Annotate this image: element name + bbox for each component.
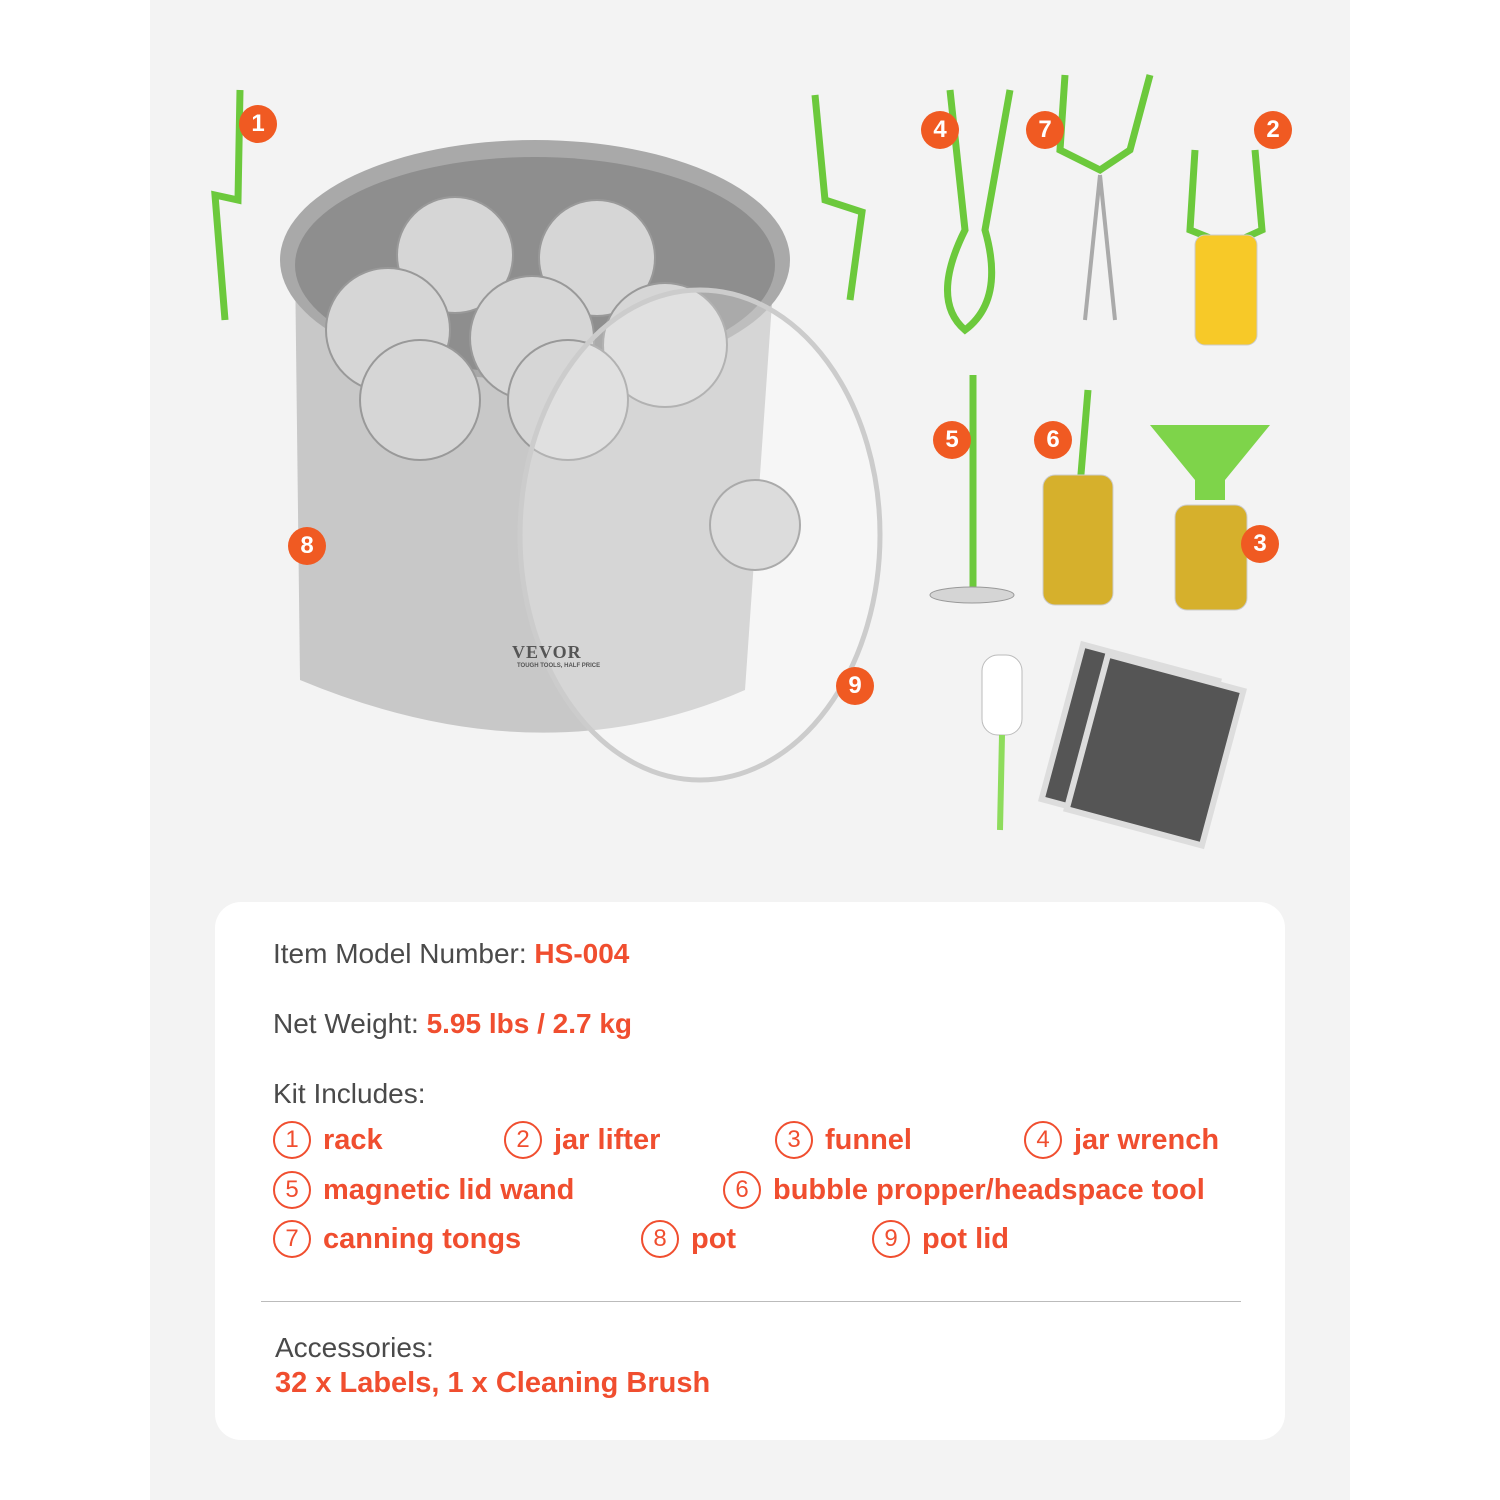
jar-lifter-image [1190, 150, 1262, 240]
badge-jar-lifter: 2 [1254, 111, 1292, 149]
badge-pot-lid: 9 [836, 667, 874, 705]
kit-item [273, 1121, 383, 1159]
item-number: 5 [273, 1171, 311, 1209]
accessories-label: Accessories: [275, 1332, 434, 1363]
weight-value: 5.95 lbs / 2.7 kg [426, 1008, 633, 1039]
cleaning-brush-image [982, 655, 1022, 830]
pot-lid-image [520, 290, 880, 780]
badge-lid-wand: 5 [933, 421, 971, 459]
kit-item [641, 1220, 736, 1258]
item-number: 6 [723, 1171, 761, 1209]
badge-bubble-tool: 6 [1034, 421, 1072, 459]
model-number [273, 938, 629, 970]
funnel-image [1150, 425, 1270, 500]
labels-image [1042, 645, 1244, 846]
item-name: pot lid [922, 1222, 1009, 1255]
badge-tongs: 7 [1026, 111, 1064, 149]
brand-logo: VEVOR [512, 642, 582, 662]
item-number: 9 [872, 1220, 910, 1258]
badge-jar-wrench: 4 [921, 111, 959, 149]
net-weight [273, 1008, 632, 1040]
kit-item [723, 1171, 1205, 1209]
kit-item [872, 1220, 1009, 1258]
item-number: 4 [1024, 1121, 1062, 1159]
brand-mark [512, 643, 600, 669]
item-name: pot [691, 1222, 737, 1255]
model-value: HS-004 [534, 938, 630, 969]
item-name: magnetic lid wand [323, 1173, 575, 1206]
item-number: 7 [273, 1220, 311, 1258]
item-name: canning tongs [323, 1222, 522, 1255]
item-name: funnel [825, 1123, 912, 1156]
canning-tongs-image [1060, 75, 1150, 170]
badge-rack: 1 [239, 105, 277, 143]
item-number: 8 [641, 1220, 679, 1258]
kit-item [775, 1121, 912, 1159]
kit-item [1024, 1121, 1219, 1159]
badge-pot: 8 [288, 527, 326, 565]
item-number: 1 [273, 1121, 311, 1159]
item-name: rack [323, 1123, 383, 1156]
accessories-value: 32 x Labels, 1 x Cleaning Brush [275, 1367, 711, 1399]
model-label: Item Model Number: [273, 938, 527, 969]
kit-item [504, 1121, 660, 1159]
item-number: 3 [775, 1121, 813, 1159]
item-number: 2 [504, 1121, 542, 1159]
weight-label: Net Weight: [273, 1008, 419, 1039]
item-name: jar lifter [554, 1123, 661, 1156]
divider [261, 1301, 1241, 1302]
kit-item [273, 1220, 521, 1258]
spec-card [215, 902, 1285, 1440]
badge-funnel: 3 [1241, 525, 1279, 563]
item-name: jar wrench [1074, 1123, 1220, 1156]
kit-label: Kit Includes: [273, 1078, 426, 1109]
kit-item [273, 1171, 574, 1209]
brand-tagline: TOUGH TOOLS, HALF PRICE [517, 663, 601, 669]
item-name: bubble propper/headspace tool [773, 1173, 1205, 1206]
